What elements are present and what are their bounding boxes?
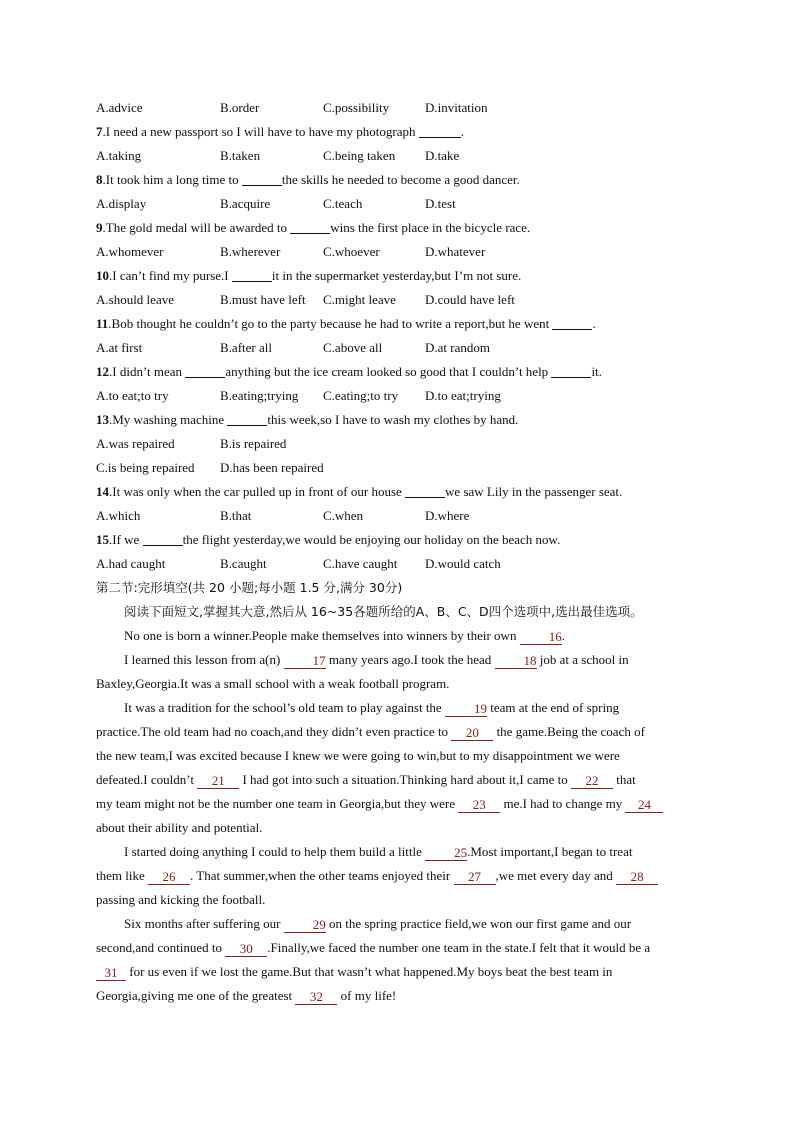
passage-text: for us even if we lost the game.But that wasn’t what happened.My boys beat the best team in <box>126 964 613 979</box>
passage-line <box>96 624 716 648</box>
section-instruction: 阅读下面短文,掌握其大意,然后从 16~35各题所给的A、B、C、D四个选项中,选出最佳选项。 <box>124 604 643 619</box>
question-10 <box>96 264 716 288</box>
q15-options <box>96 552 716 576</box>
passage-text: I had got into such a situation.Thinking hard about it,I came to <box>239 772 571 787</box>
option-c: C.possibility <box>323 100 390 115</box>
option-a: A.whomever <box>96 244 164 259</box>
option-d: D.to eat;trying <box>425 388 501 403</box>
question-text: .It was only when the car pulled up in front of our house <box>109 484 406 499</box>
question-number: 12 <box>96 364 109 379</box>
passage-text: second,and continued to <box>96 940 226 955</box>
question-11 <box>96 312 716 336</box>
question-number: 9 <box>96 220 103 235</box>
cloze-blank[interactable]: 24 <box>625 798 663 813</box>
cloze-blank[interactable]: 16 <box>520 630 562 645</box>
cloze-blank[interactable]: 23 <box>458 798 500 813</box>
passage-text: my team might not be the number one team in Georgia,but they were <box>96 796 459 811</box>
question-text: anything but the ice cream looked so good that I couldn’t help <box>225 364 552 379</box>
option-d: D.take <box>425 148 460 163</box>
passage-line: Baxley,Georgia.It was a small school with a weak football program. <box>96 676 450 691</box>
passage-line <box>96 936 716 960</box>
question-number: 8 <box>96 172 103 187</box>
q11-options <box>96 336 716 360</box>
cloze-passage <box>96 624 716 1008</box>
question-number: 13 <box>96 412 109 427</box>
option-c: C.teach <box>323 196 363 211</box>
passage-line <box>96 912 716 936</box>
passage-text: defeated.I couldn’t <box>96 772 198 787</box>
cloze-blank[interactable]: 17 <box>284 654 326 669</box>
option-c: C.eating;to try <box>323 388 399 403</box>
passage-text: Georgia,giving me one of the greatest <box>96 988 296 1003</box>
option-b: B.after all <box>220 340 272 355</box>
question-text: it in the supermarket yesterday,but I’m not sure. <box>271 268 522 283</box>
option-a: A.which <box>96 508 141 523</box>
cloze-blank[interactable]: 28 <box>616 870 658 885</box>
passage-text: . That summer,when the other teams enjoyed their <box>190 868 454 883</box>
passage-text: I learned this lesson from a(n) <box>124 652 284 667</box>
question-number: 11 <box>96 316 109 331</box>
option-d: D.would catch <box>425 556 501 571</box>
question-number: 15 <box>96 532 109 547</box>
question-text: this week,so I have to wash my clothes by hand. <box>267 412 519 427</box>
passage-line <box>96 792 716 816</box>
answer-blank[interactable] <box>405 483 445 498</box>
q12-options <box>96 384 716 408</box>
cloze-blank[interactable]: 20 <box>451 726 493 741</box>
passage-text: It was a tradition for the school’s old team to play against the <box>124 700 445 715</box>
option-b: B.order <box>220 100 260 115</box>
q6-options <box>96 96 716 120</box>
option-b: B.must have left <box>220 292 306 307</box>
passage-line: the new team,I was excited because I knew we were going to win,but to my disappointment we were <box>96 748 620 763</box>
question-number: 14 <box>96 484 109 499</box>
cloze-blank[interactable]: 21 <box>197 774 239 789</box>
option-c: C.above all <box>323 340 383 355</box>
passage-text: the game.Being the coach of <box>493 724 645 739</box>
cloze-blank[interactable]: 30 <box>225 942 267 957</box>
cloze-blank[interactable]: 22 <box>571 774 613 789</box>
option-a: A.had caught <box>96 556 166 571</box>
passage-text: .Finally,we faced the number one team in the state.I felt that it would be a <box>267 940 651 955</box>
question-text: .It took him a long time to <box>102 172 242 187</box>
option-d: D.whatever <box>425 244 486 259</box>
question-text: it. <box>591 364 602 379</box>
option-b: B.is repaired <box>220 436 287 451</box>
passage-text: them like <box>96 868 148 883</box>
q13-options-row2 <box>96 456 716 480</box>
passage-text: No one is born a winner.People make themselves into winners by their own <box>124 628 520 643</box>
passage-line: about their ability and potential. <box>96 820 263 835</box>
answer-blank[interactable] <box>227 411 267 426</box>
question-8 <box>96 168 716 192</box>
passage-line <box>96 696 716 720</box>
section-title: 第二节:完形填空(共 20 小题;每小题 1.5 分,满分 30分) <box>96 580 403 595</box>
option-b: B.acquire <box>220 196 271 211</box>
question-number: 7 <box>96 124 103 139</box>
option-b: B.taken <box>220 148 261 163</box>
question-12 <box>96 360 716 384</box>
passage-line <box>96 864 716 888</box>
passage-line <box>96 960 716 984</box>
passage-line <box>96 720 716 744</box>
passage-text: Six months after suffering our <box>124 916 284 931</box>
option-d: D.at random <box>425 340 490 355</box>
option-c: C.being taken <box>323 148 396 163</box>
q9-options <box>96 240 716 264</box>
q10-options <box>96 288 716 312</box>
passage-text: practice.The old team had no coach,and they didn’t even practice to <box>96 724 452 739</box>
option-a: A.to eat;to try <box>96 388 169 403</box>
passage-line <box>96 984 716 1008</box>
q13-options-row1 <box>96 432 716 456</box>
option-c: C.have caught <box>323 556 398 571</box>
question-15 <box>96 528 716 552</box>
cloze-blank[interactable]: 25 <box>425 846 467 861</box>
question-text: . <box>592 316 596 331</box>
answer-blank[interactable] <box>551 363 591 378</box>
passage-text: me.I had to change my <box>500 796 626 811</box>
option-b: B.caught <box>220 556 267 571</box>
option-c: C.might leave <box>323 292 396 307</box>
cloze-blank[interactable]: 26 <box>148 870 190 885</box>
question-text: .If we <box>109 532 143 547</box>
passage-line <box>96 648 716 672</box>
question-text: the flight yesterday,we would be enjoying our holiday on the beach now. <box>182 532 561 547</box>
passage-text: many years ago.I took the head <box>325 652 495 667</box>
answer-blank[interactable] <box>185 363 225 378</box>
option-a: A.taking <box>96 148 142 163</box>
option-d: D.could have left <box>425 292 515 307</box>
question-text: the skills he needed to become a good dancer. <box>281 172 520 187</box>
question-14 <box>96 480 716 504</box>
cloze-blank[interactable]: 18 <box>495 654 537 669</box>
passage-text: .Most important,I began to treat <box>467 844 633 859</box>
question-text: .The gold medal will be awarded to <box>102 220 291 235</box>
cloze-blank[interactable]: 19 <box>445 702 487 717</box>
q7-options <box>96 144 716 168</box>
question-text: wins the first place in the bicycle race. <box>330 220 531 235</box>
cloze-blank[interactable]: 31 <box>96 966 126 981</box>
passage-line: passing and kicking the football. <box>96 892 266 907</box>
passage-text: . <box>561 628 565 643</box>
option-c: C.whoever <box>323 244 380 259</box>
answer-blank[interactable] <box>290 219 330 234</box>
passage-text: I started doing anything I could to help them build a little <box>124 844 426 859</box>
option-a: A.display <box>96 196 147 211</box>
answer-blank[interactable] <box>143 531 183 546</box>
option-a: A.advice <box>96 100 143 115</box>
option-a: A.at first <box>96 340 143 355</box>
question-7 <box>96 120 716 144</box>
option-b: B.eating;trying <box>220 388 299 403</box>
q8-options <box>96 192 716 216</box>
answer-blank[interactable] <box>232 267 272 282</box>
question-text: . <box>460 124 465 139</box>
passage-text: on the spring practice field,we won our first game and our <box>325 916 632 931</box>
passage-text: team at the end of spring <box>486 700 620 715</box>
answer-blank[interactable] <box>419 123 461 138</box>
question-text: .Bob thought he couldn’t go to the party because he had to write a report,but he went <box>108 316 553 331</box>
passage-text: that <box>613 772 636 787</box>
option-c: C.when <box>323 508 364 523</box>
passage-text: job at a school in <box>536 652 629 667</box>
cloze-blank[interactable]: 32 <box>295 990 337 1005</box>
cloze-blank[interactable]: 27 <box>454 870 496 885</box>
option-c: C.is being repaired <box>96 460 195 475</box>
question-text: .My washing machine <box>109 412 228 427</box>
option-d: D.has been repaired <box>220 460 324 475</box>
cloze-blank[interactable]: 29 <box>284 918 326 933</box>
question-13 <box>96 408 716 432</box>
question-9 <box>96 216 716 240</box>
passage-text: ,we met every day and <box>495 868 617 883</box>
option-a: A.should leave <box>96 292 174 307</box>
option-d: D.invitation <box>425 100 488 115</box>
answer-blank[interactable] <box>552 315 592 330</box>
q14-options <box>96 504 716 528</box>
question-number: 10 <box>96 268 109 283</box>
passage-line <box>96 840 716 864</box>
question-text: .I can’t find my purse.I <box>109 268 232 283</box>
question-text: .I need a new passport so I will have to have my photograph <box>102 124 419 139</box>
option-b: B.that <box>220 508 252 523</box>
question-text: .I didn’t mean <box>109 364 186 379</box>
option-d: D.where <box>425 508 470 523</box>
option-d: D.test <box>425 196 456 211</box>
exam-page <box>96 96 716 1008</box>
option-a: A.was repaired <box>96 436 175 451</box>
passage-text: of my life! <box>337 988 397 1003</box>
option-b: B.wherever <box>220 244 281 259</box>
answer-blank[interactable] <box>242 171 282 186</box>
question-text: we saw Lily in the passenger seat. <box>445 484 623 499</box>
passage-line <box>96 768 716 792</box>
